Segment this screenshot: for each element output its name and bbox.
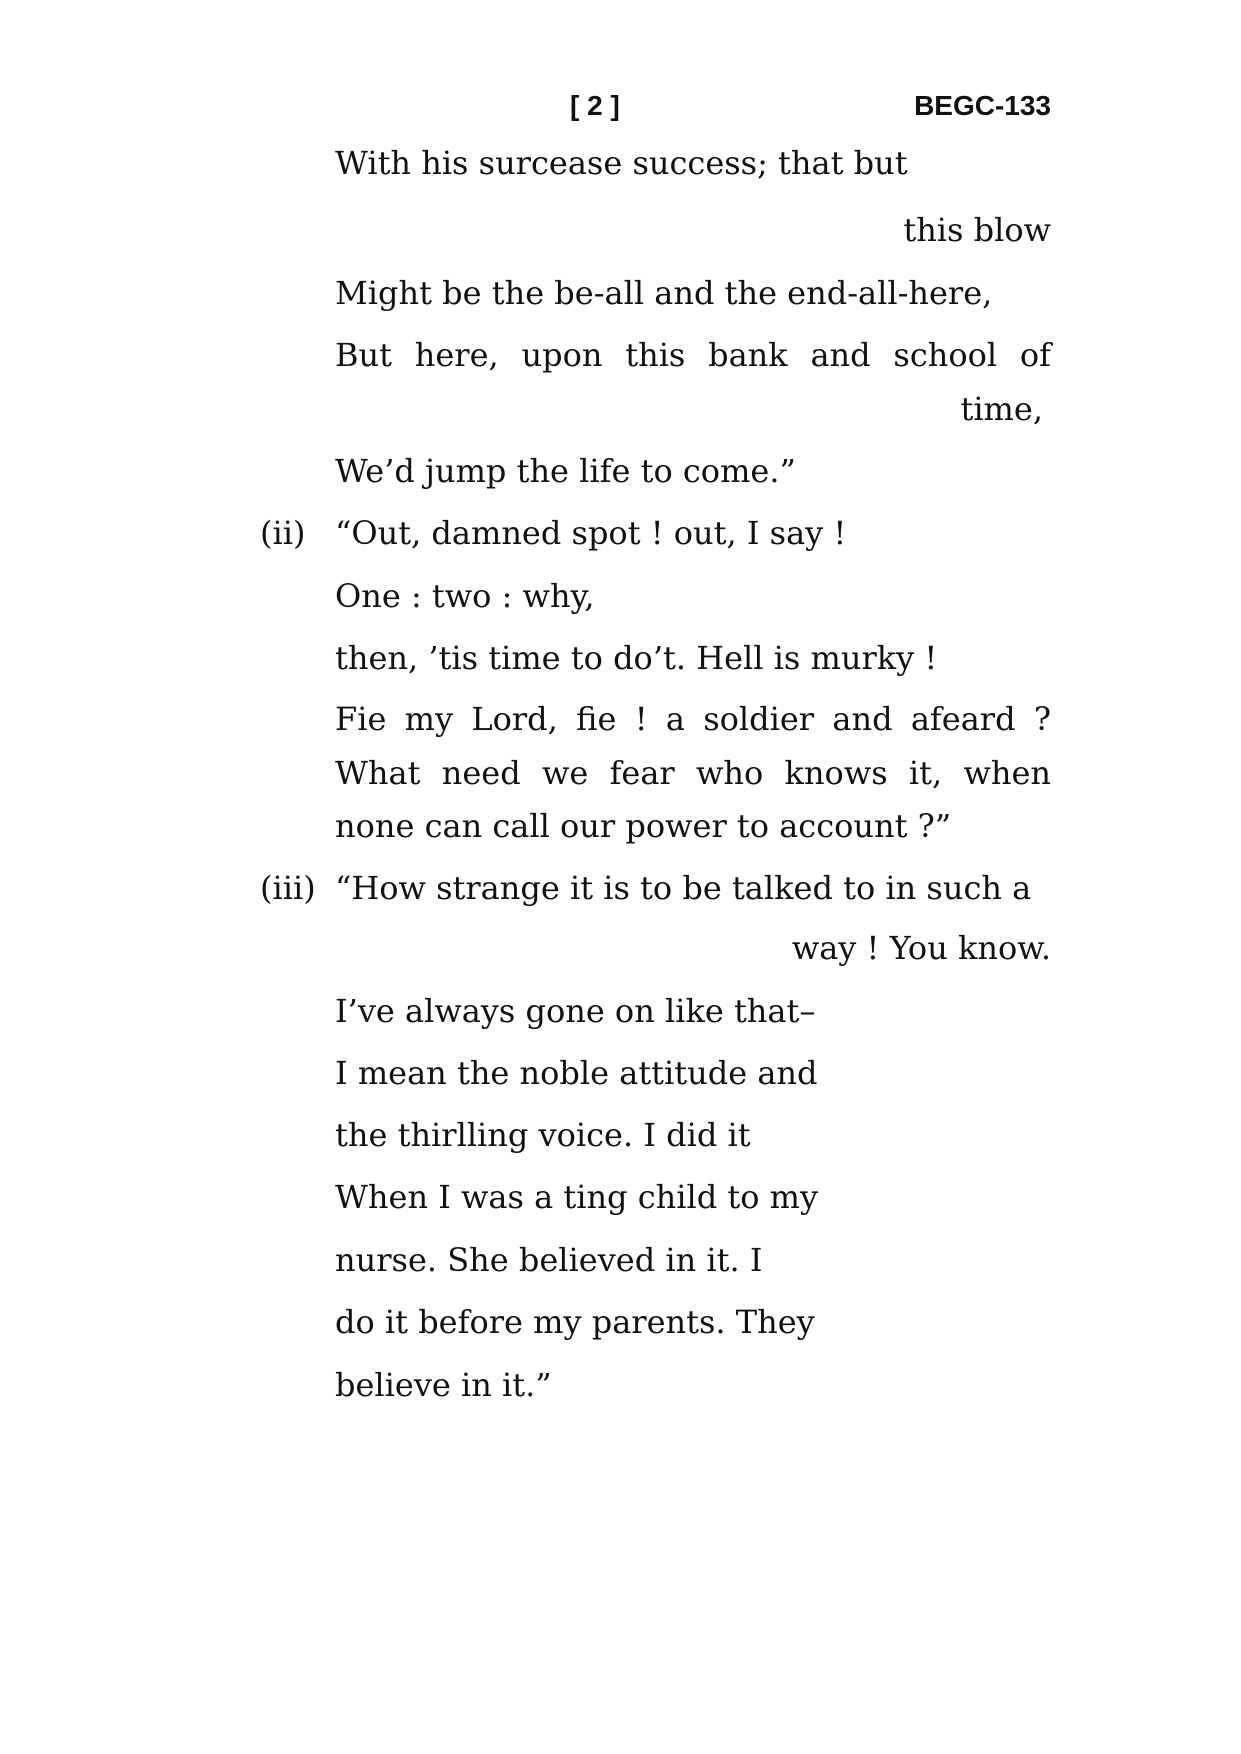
- passage-line: I’ve always gone on like that–: [335, 992, 816, 1030]
- passage-line: this blow: [903, 211, 1051, 249]
- passage-line: the thirlling voice. I did it: [335, 1116, 751, 1154]
- passage-line: When I was a ting child to my: [335, 1178, 819, 1216]
- passage-line: “Out, damned spot ! out, I say !: [335, 514, 847, 552]
- passage-line: none can call our power to account ?”: [335, 807, 952, 845]
- passage-line: time,: [960, 390, 1043, 428]
- passage-number: (iii): [260, 869, 316, 907]
- passage-line: I mean the noble attitude and: [335, 1054, 818, 1092]
- passage-line: Might be the be-all and the end-all-here,: [335, 274, 993, 312]
- passage-line: Fie my Lord, fie ! a soldier and afeard ?: [335, 700, 1051, 738]
- passage-line: But here, upon this bank and school of: [335, 336, 1051, 374]
- page-number: [ 2 ]: [570, 90, 620, 121]
- passage-line: We’d jump the life to come.”: [335, 452, 796, 490]
- passage-number: (ii): [260, 514, 306, 552]
- passage-line: What need we fear who knows it, when: [335, 754, 1051, 792]
- passage-line: way ! You know.: [791, 929, 1051, 967]
- course-code: BEGC-133: [914, 90, 1051, 121]
- passage-line: “How strange it is to be talked to in such a: [335, 869, 1032, 907]
- passage-line: then, ’tis time to do’t. Hell is murky !: [335, 639, 938, 677]
- passage-line: do it before my parents. They: [335, 1303, 815, 1341]
- passage-line: With his surcease success; that but: [335, 144, 908, 182]
- passage-line: nurse. She believed in it. I: [335, 1241, 763, 1279]
- passage-line: believe in it.”: [335, 1366, 552, 1404]
- passage-line: One : two : why,: [335, 577, 595, 615]
